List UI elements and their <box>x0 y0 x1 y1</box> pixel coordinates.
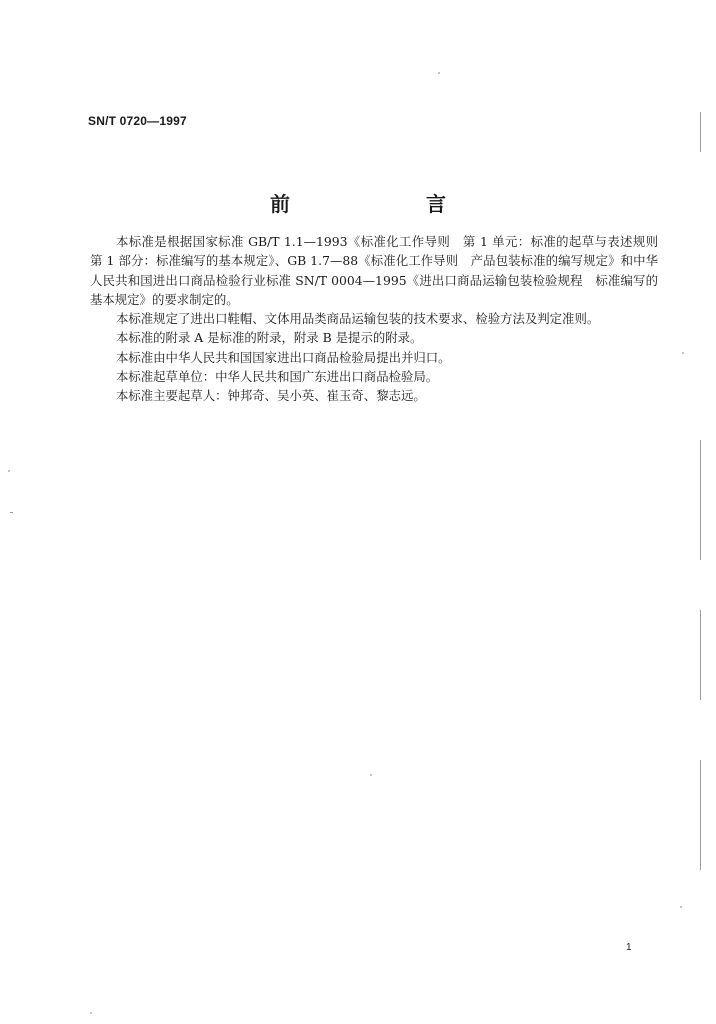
scan-speck <box>370 774 372 776</box>
page-title: 前 言 <box>270 192 504 216</box>
foreword-body <box>90 232 671 406</box>
scan-edge-mark <box>700 610 701 700</box>
paragraph-drafters: 本标准主要起草人：钟邦奇、吴小英、崔玉奇、黎志远。 <box>116 388 426 404</box>
paragraph-scope: 本标准规定了进出口鞋帽、文体用品类商品运输包装的技术要求、检验方法及判定准则。 <box>116 311 600 327</box>
scan-speck <box>680 906 682 908</box>
paragraph-basis: 本标准是根据国家标准 GB/T 1.1—1993《标准化工作导则 第 1 单元：标准的起草与表述规则 第 1 部分：标准编写的基本规定》、GB 1.7—88《标准化工作导则 产品包装标准的编写规定》和中华人民共和国进出口商品检验行业标准 SN/T 0004—1995《进出口商品运输包装检验规程 标准编写的基本规定》的要求制定的。 <box>90 234 671 307</box>
scan-speck <box>682 352 684 354</box>
scan-edge-mark <box>10 512 13 513</box>
scan-speck <box>8 470 10 472</box>
scan-edge-mark <box>700 112 701 152</box>
scan-edge-mark <box>700 760 701 870</box>
scan-speck <box>438 72 440 74</box>
standard-code: SN/T 0720—1997 <box>88 114 187 128</box>
paragraph-proposer: 本标准由中华人民共和国国家进出口商品检验局提出并归口。 <box>116 349 451 365</box>
scan-edge-mark <box>700 440 701 560</box>
page-number: 1 <box>626 942 632 953</box>
paragraph-drafting-unit: 本标准起草单位：中华人民共和国广东进出口商品检验局。 <box>116 369 439 385</box>
paragraph-appendix: 本标准的附录 A 是标准的附录，附录 B 是提示的附录。 <box>116 330 423 346</box>
scan-speck <box>90 1012 92 1014</box>
